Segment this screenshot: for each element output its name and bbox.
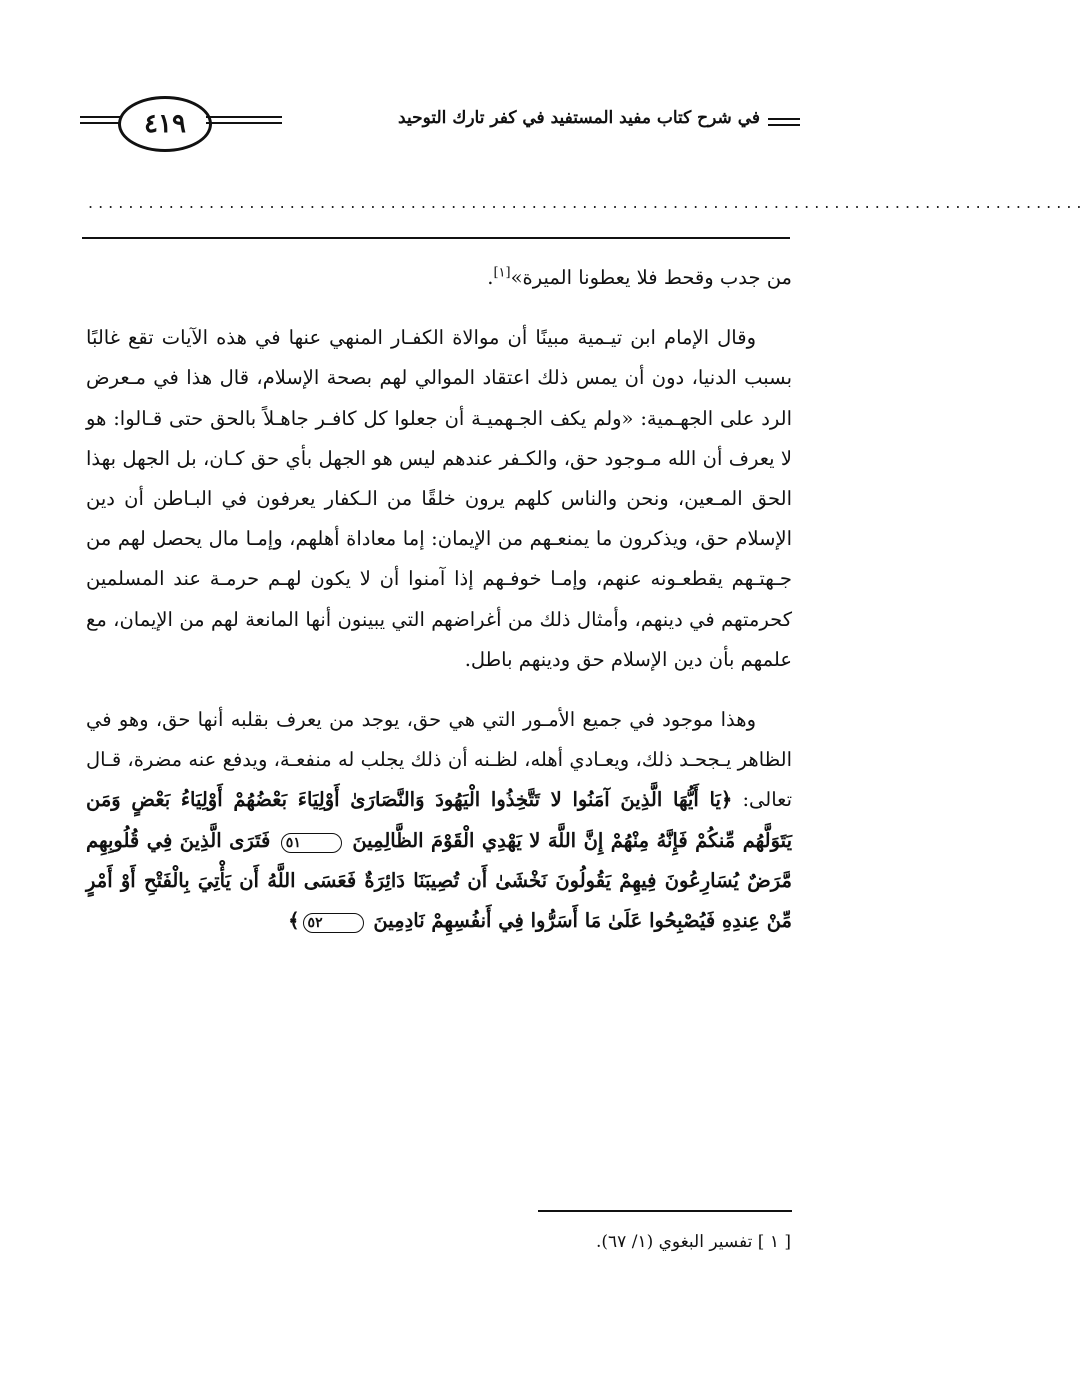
quran-verse: ﴿يَا أَيُّهَا الَّذِينَ آمَنُوا لا تَتَّخِذُوا الْيَهُودَ وَالنَّصَارَىٰ أَوْلِيَاءَ بَعْضُهُمْ أَوْلِيَاءُ بَعْضٍ وَمَن يَتَوَلَّهُم مِّنكُمْ فَإِنَّهُ مِنْهُمْ إِنَّ اللَّهَ لا يَهْدِي الْقَوْمَ الظَّالِمِينَ ٥١ فَتَرَى الَّذِينَ فِي قُلُوبِهِم مَّرَضٌ يُسَارِعُونَ فِيهِمْ يَقُولُونَ نَخْشَىٰ أَن تُصِيبَنَا دَائِرَةٌ فَعَسَى اللَّهُ أَن يَأْتِيَ بِالْفَتْحِ أَوْ أَمْرٍ مِّنْ عِندِهِ فَيُصْبِحُوا عَلَىٰ مَا أَسَرُّوا فِي أَنفُسِهِمْ نَادِمِينَ ٥٢﴾	[86, 788, 792, 933]
page-header	[80, 92, 800, 162]
header-ornament-middle	[206, 116, 282, 124]
footnote-ref: [١]	[493, 265, 511, 281]
ayah-number-52: ٥٢	[303, 913, 364, 933]
ayah-number-51: ٥١	[281, 833, 342, 853]
main-text	[86, 258, 792, 941]
header-ornament-right	[768, 118, 800, 126]
dotted-separator: ...................................................................................................	[88, 193, 1087, 212]
paragraph-2: وقال الإمام ابن تيـمية مبينًا أن موالاة الكفـار المنهي عنها في هذه الآيات تقع غالبًا بسبب الدنيا، دون أن يمس ذلك اعتقاد الموالي لهم بصحة الإسلام، قال هذا في مـعرض الرد على الجهـمية: «ولم يكف الجـهميـة أن جعلوا كل كافـر جاهـلاً بالحق حتى قـالوا: هو لا يعرف أن الله مـوجود حق، والكـفر عندهم ليس هو الجهل بأي حق كـان، بل الجهل بهذا الحق المـعين، ونحن والناس كلهم يرون خلقًا من الـكفار يعرفون في البـاطن أن دين الإسلام حق، ويذكرون ما يمنعـهم من الإيمان: إما معاداة أهلهم، وإمـا مال يحصل لهم من جـهتـهم يقطعـونه عنهم، وإمـا خوفـهم إذا آمنوا أن لا يكون لهـم حرمـة عند المسلمين كحرمتهم في دينهم، وأمثال ذلك من أغراضهم التي يبينون أنها المانعة لهم من الإيمان، مع علمهم بأن دين الإسلام حق ودينهم باطل.	[86, 326, 792, 671]
running-book-title: في شرح كتاب مفيد المستفيد في كفر تارك التوحيد	[398, 108, 760, 128]
page-number: ٤١٩	[118, 96, 212, 152]
footnote: [ ١ ] تفسير البغوي (١/ ٦٧).	[596, 1232, 791, 1252]
paragraph-3: وهذا موجود في جميع الأمـور التي هي حق، يوجد من يعرف بقلبه أنها حق، وهو في الظاهر يـجحـد ذلك، ويعـادي أهله، لظـنه أن ذلك يجلب له منفعـة، ويدفع عنه مضرة، قـال تعالى: ﴿يَا أَيُّهَا الَّذِينَ آمَنُوا لا تَتَّخِذُوا الْيَهُودَ وَالنَّصَارَىٰ أَوْلِيَاءَ بَعْضُهُمْ أَوْلِيَاءُ بَعْضٍ وَمَن يَتَوَلَّهُم مِّنكُمْ فَإِنَّهُ مِنْهُمْ إِنَّ اللَّهَ لا يَهْدِي الْقَوْمَ الظَّالِمِينَ ٥١ فَتَرَى الَّذِينَ فِي قُلُوبِهِم مَّرَضٌ يُسَارِعُونَ فِيهِمْ يَقُولُونَ نَخْشَىٰ أَن تُصِيبَنَا دَائِرَةٌ فَعَسَى اللَّهُ أَن يَأْتِيَ بِالْفَتْحِ أَوْ أَمْرٍ مِّنْ عِندِهِ فَيُصْبِحُوا عَلَىٰ مَا أَسَرُّوا فِي أَنفُسِهِمْ نَادِمِينَ ٥٢﴾	[86, 708, 792, 933]
footnote-rule	[538, 1210, 792, 1212]
top-rule	[82, 237, 790, 239]
header-ornament-left	[80, 116, 120, 124]
paragraph-1: من جدب وقحط فلا يعطونا الميرة»[١].	[487, 265, 792, 289]
